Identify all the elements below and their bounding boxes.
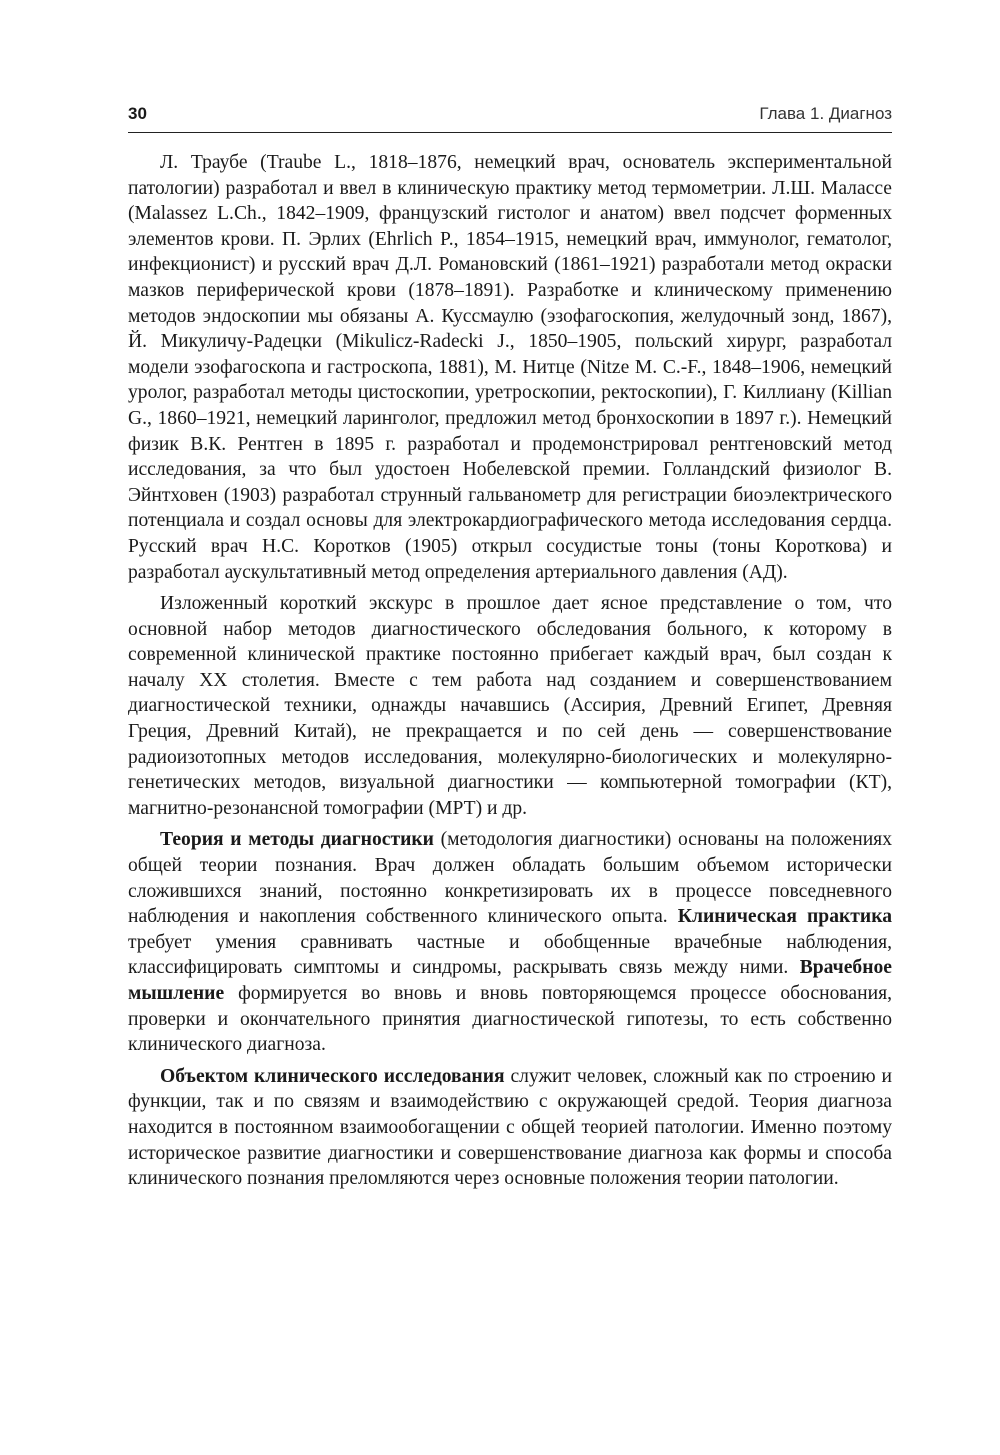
paragraph-text: формируется во вновь и вновь повторяющемся процессе обоснования, проверки и окончательного принятия диагностической гипотезы, то есть собственно клинического диагноза. [128, 983, 892, 1056]
paragraph-text: служит человек, сложный как по строению и функции, так и по связям и взаимодействию с окружающей средой. Теория диагноза находится в постоянном взаимообогащении с общей теорией патологии. Именно поэтому историческое развитие диагностики и совершенствование диагноза как формы и способа клинического познания преломляются через основные положения теории патологии. [128, 1065, 892, 1190]
term-clinical-practice: Клиническая практика [677, 906, 892, 928]
body-text [128, 150, 892, 1192]
paragraph-theory-and-methods [128, 827, 892, 1057]
term-object-of-research: Объектом клинического исследования [160, 1065, 505, 1087]
paragraph-text: (методология диагностики) основаны на положениях общей теории познания. Врач должен обладать большим объемом исторически сложившихся знаний, постоянно конкретизировать их в процессе повседневного наблюдения и накопления собственного клинического опыта. [128, 829, 892, 928]
paragraph-history-of-methods: Л. Траубе (Traube L., 1818–1876, немецкий врач, основатель экспериментальной патологии) разработал и ввел в клиническую практику метод термометрии. Л.Ш. Малассе (Malassez L.Ch., 1842–1909, французский гистолог и анатом) ввел подсчет форменных элементов крови. П. Эрлих (Ehrlich P., 1854–1915, немецкий врач, иммунолог, гематолог, инфекционист) и русский врач Д.Л. Романовский (1861–1921) разработали метод окраски мазков периферической крови (1878–1891). Разработке и клиническому применению методов эндоскопии мы обязаны А. Куссмаулю (эзофагоскопия, желудочный зонд, 1867), Й. Микуличу-Радецки (Mikulicz-Radecki J., 1850–1905, польский хирург, разработал модели эзофагоскопа и гастроскопа, 1881), М. Нитце (Nitze M. C.-F., 1848–1906, немецкий уролог, разработал методы цистоскопии, уретроскопии, ректоскопии), Г. Киллиану (Killian G., 1860–1921, немецкий ларинголог, предложил метод бронхоскопии в 1897 г.). Немецкий физик В.К. Рентген в 1895 г. разработал и продемонстрировал рентгеновский метод исследования, за что был удостоен Нобелевской премии. Голландский физиолог В. Эйнтховен (1903) разработал струнный гальванометр для регистрации биоэлектрического потенциала и создал основы для электрокардиографического метода исследования сердца. Русский врач Н.С. Коротков (1905) открыл сосудистые тоны (тоны Короткова) и разработал аускультативный метод определения артериального давления (АД). [128, 152, 892, 583]
running-head [128, 100, 892, 128]
paragraph-text: требует умения сравнивать частные и обобщенные врачебные наблюдения, классифицировать симптомы и синдромы, раскрывать связь между ними. [128, 931, 892, 979]
paragraph-historical-summary: Изложенный короткий экскурс в прошлое дает ясное представление о том, что основной набор методов диагностического обследования больного, к которому в современной клинической практике постоянно прибегает каждый врач, был создан к началу XX столетия. Вместе с тем работа над созданием и совершенствованием диагностической техники, однажды начавшись (Ассирия, Древний Египет, Древняя Греция, Древний Китай), не прекращается и по сей день — совершенствование радиоизотопных методов исследования, молекулярно-биологических и молекулярно-генетических методов, визуальной диагностики — компьютерной томографии (КТ), магнитно-резонансной томографии (МРТ) и др. [128, 593, 892, 819]
chapter-title: Глава 1. Диагноз [759, 104, 892, 123]
paragraph-object-of-research [128, 1064, 892, 1192]
header-rule [128, 132, 892, 133]
term-medical-thinking: Врачебное мышление [128, 957, 892, 1004]
page-number: 30 [128, 104, 147, 123]
term-theory-and-methods: Теория и методы диагностики [160, 829, 434, 851]
